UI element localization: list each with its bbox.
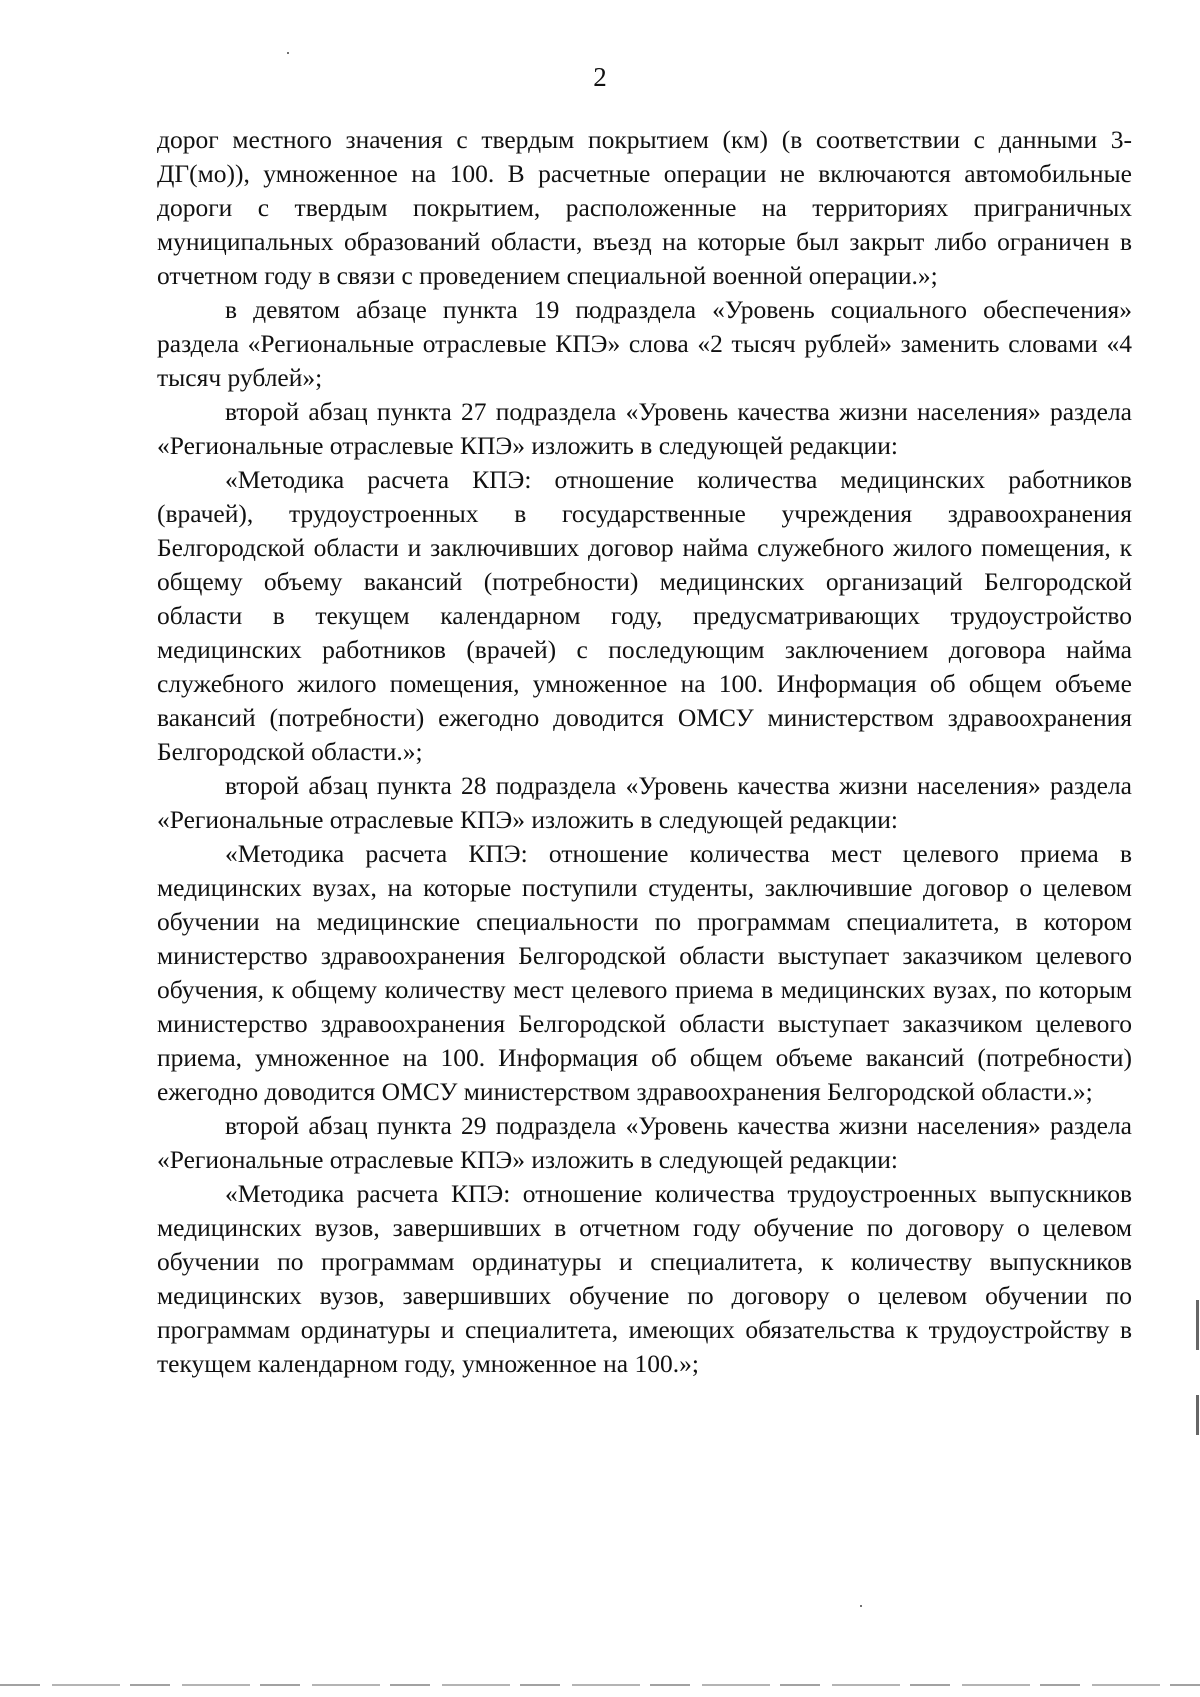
paragraph-item-27-methodology: «Методика расчета КПЭ: отношение количества медицинских работников (врачей), трудоустроенных в государственные учреждения здравоохранения Белгородской области и заключивших договор найма служебного жилого помещения, к общему объему вакансий (потребности) медицинских организаций Белгородской области в текущем календарном году, предусматривающих трудоустройство медицинских работников (врачей) с последующим заключением договора найма служебного жилого помещения, умноженное на 100. Информация об общем объеме вакансий (потребности) ежегодно доводится ОМСУ министерством здравоохранения Белгородской области.»; xyxy=(157,465,1132,766)
scan-speck xyxy=(860,1605,862,1607)
document-body xyxy=(157,123,1132,1381)
scan-speck xyxy=(287,52,289,54)
paragraph-road-methodology: дорог местного значения с твердым покрытием (км) (в соответствии с данными 3-ДГ(мо)), умноженное на 100. В расчетные операции не включаются автомобильные дороги с твердым покрытием, расположенные на территориях приграничных муниципальных образований области, въезд на которые был закрыт либо ограничен в отчетном году в связи с проведением специальной военной операции.»; xyxy=(157,125,1132,290)
scan-edge-mark xyxy=(1196,1300,1199,1350)
paragraph-item-29-methodology: «Методика расчета КПЭ: отношение количества трудоустроенных выпускников медицинских вузов, завершивших в отчетном году обучение по договору о целевом обучении по программам ординатуры и специалитета, к количеству выпускников медицинских вузов, завершивших обучение по договору о целевом обучении по программам ординатуры и специалитета, имеющих обязательства к трудоустройству в текущем календарном году, умноженное на 100.»; xyxy=(157,1179,1132,1378)
page-number: 2 xyxy=(593,62,607,92)
paragraph-item-27-intro: второй абзац пункта 27 подраздела «Уровень качества жизни населения» раздела «Региональные отраслевые КПЭ» изложить в следующей редакции: xyxy=(157,397,1132,460)
paragraph-item-28-intro: второй абзац пункта 28 подраздела «Уровень качества жизни населения» раздела «Региональные отраслевые КПЭ» изложить в следующей редакции: xyxy=(157,771,1132,834)
paragraph-item-28-methodology: «Методика расчета КПЭ: отношение количества мест целевого приема в медицинских вузах, на которые поступили студенты, заключившие договор о целевом обучении на медицинские специальности по программам специалитета, в котором министерство здравоохранения Белгородской области выступает заказчиком целевого обучения, к общему количеству мест целевого приема в медицинских вузах, по которым министерство здравоохранения Белгородской области выступает заказчиком целевого приема, умноженное на 100. Информация об общем объеме вакансий (потребности) ежегодно доводится ОМСУ министерством здравоохранения Белгородской области.»; xyxy=(157,839,1132,1106)
scan-edge-mark xyxy=(1196,1395,1199,1435)
scan-bottom-edge xyxy=(0,1684,1200,1686)
paragraph-item-19-amendment: в девятом абзаце пункта 19 подраздела «Уровень социального обеспечения» раздела «Региональные отраслевые КПЭ» слова «2 тысяч рублей» заменить словами «4 тысяч рублей»; xyxy=(157,295,1132,392)
paragraph-item-29-intro: второй абзац пункта 29 подраздела «Уровень качества жизни населения» раздела «Региональные отраслевые КПЭ» изложить в следующей редакции: xyxy=(157,1111,1132,1174)
